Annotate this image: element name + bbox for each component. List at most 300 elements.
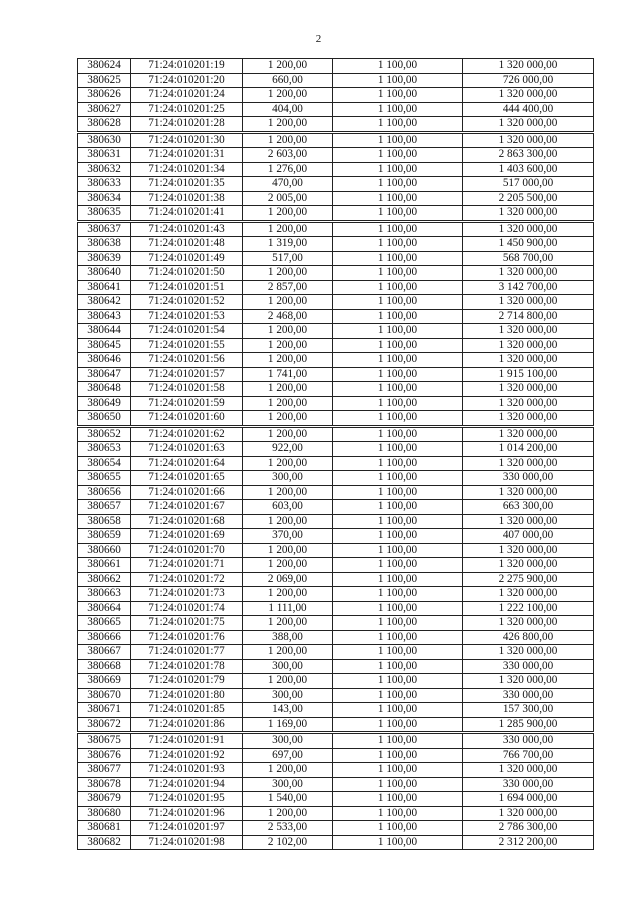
- area-cell: 517,00: [243, 251, 333, 266]
- table-row: [78, 177, 594, 192]
- cadastral-number-cell: 71:24:010201:56: [131, 353, 243, 368]
- table-row: [78, 132, 594, 148]
- cadastral-number-cell: 71:24:010201:34: [131, 162, 243, 177]
- land-plot-table: [77, 58, 594, 850]
- area-cell: 1 540,00: [243, 792, 333, 807]
- table-row: [78, 835, 594, 850]
- cadastral-number-cell: 71:24:010201:74: [131, 601, 243, 616]
- cadastral-number-cell: 71:24:010201:59: [131, 396, 243, 411]
- cadastral-number-cell: 71:24:010201:96: [131, 806, 243, 821]
- table-row: [78, 237, 594, 252]
- cadastral-number-cell: 71:24:010201:73: [131, 587, 243, 602]
- unit-price-cell: 1 100,00: [333, 367, 463, 382]
- row-number-cell: 380650: [78, 411, 131, 427]
- area-cell: 1 200,00: [243, 587, 333, 602]
- area-cell: 1 276,00: [243, 162, 333, 177]
- unit-price-cell: 1 100,00: [333, 659, 463, 674]
- cadastral-number-cell: 71:24:010201:64: [131, 456, 243, 471]
- total-value-cell: 1 320 000,00: [463, 59, 594, 74]
- area-cell: 300,00: [243, 471, 333, 486]
- row-number-cell: 380635: [78, 206, 131, 222]
- area-cell: 1 200,00: [243, 324, 333, 339]
- total-value-cell: 330 000,00: [463, 777, 594, 792]
- area-cell: 660,00: [243, 73, 333, 88]
- cadastral-number-cell: 71:24:010201:49: [131, 251, 243, 266]
- total-value-cell: 1 320 000,00: [463, 485, 594, 500]
- unit-price-cell: 1 100,00: [333, 59, 463, 74]
- total-value-cell: 1 320 000,00: [463, 645, 594, 660]
- unit-price-cell: 1 100,00: [333, 587, 463, 602]
- unit-price-cell: 1 100,00: [333, 835, 463, 850]
- table-row: [78, 396, 594, 411]
- total-value-cell: 1 320 000,00: [463, 426, 594, 442]
- area-cell: 1 200,00: [243, 295, 333, 310]
- cadastral-number-cell: 71:24:010201:60: [131, 411, 243, 427]
- table-row: [78, 338, 594, 353]
- total-value-cell: 2 312 200,00: [463, 835, 594, 850]
- area-cell: 1 200,00: [243, 543, 333, 558]
- row-number-cell: 380664: [78, 601, 131, 616]
- table-row: [78, 645, 594, 660]
- unit-price-cell: 1 100,00: [333, 309, 463, 324]
- unit-price-cell: 1 100,00: [333, 471, 463, 486]
- row-number-cell: 380680: [78, 806, 131, 821]
- unit-price-cell: 1 100,00: [333, 821, 463, 836]
- total-value-cell: 1 222 100,00: [463, 601, 594, 616]
- row-number-cell: 380626: [78, 88, 131, 103]
- unit-price-cell: 1 100,00: [333, 630, 463, 645]
- row-number-cell: 380679: [78, 792, 131, 807]
- unit-price-cell: 1 100,00: [333, 763, 463, 778]
- total-value-cell: 407 000,00: [463, 529, 594, 544]
- table-row: [78, 777, 594, 792]
- row-number-cell: 380639: [78, 251, 131, 266]
- table-row: [78, 353, 594, 368]
- cadastral-number-cell: 71:24:010201:69: [131, 529, 243, 544]
- area-cell: 1 200,00: [243, 117, 333, 133]
- total-value-cell: 1 320 000,00: [463, 456, 594, 471]
- row-number-cell: 380659: [78, 529, 131, 544]
- total-value-cell: 766 700,00: [463, 748, 594, 763]
- row-number-cell: 380627: [78, 102, 131, 117]
- table-row: [78, 616, 594, 631]
- table-row: [78, 251, 594, 266]
- row-number-cell: 380667: [78, 645, 131, 660]
- unit-price-cell: 1 100,00: [333, 543, 463, 558]
- cadastral-number-cell: 71:24:010201:31: [131, 148, 243, 163]
- area-cell: 1 200,00: [243, 221, 333, 237]
- total-value-cell: 2 714 800,00: [463, 309, 594, 324]
- row-number-cell: 380644: [78, 324, 131, 339]
- row-number-cell: 380643: [78, 309, 131, 324]
- total-value-cell: 1 320 000,00: [463, 806, 594, 821]
- cadastral-number-cell: 71:24:010201:94: [131, 777, 243, 792]
- cadastral-number-cell: 71:24:010201:48: [131, 237, 243, 252]
- unit-price-cell: 1 100,00: [333, 396, 463, 411]
- unit-price-cell: 1 100,00: [333, 442, 463, 457]
- unit-price-cell: 1 100,00: [333, 88, 463, 103]
- unit-price-cell: 1 100,00: [333, 777, 463, 792]
- area-cell: 388,00: [243, 630, 333, 645]
- cadastral-number-cell: 71:24:010201:80: [131, 688, 243, 703]
- area-cell: 2 468,00: [243, 309, 333, 324]
- total-value-cell: 1 320 000,00: [463, 382, 594, 397]
- table-row: [78, 543, 594, 558]
- cadastral-number-cell: 71:24:010201:25: [131, 102, 243, 117]
- area-cell: 300,00: [243, 659, 333, 674]
- cadastral-number-cell: 71:24:010201:54: [131, 324, 243, 339]
- cadastral-number-cell: 71:24:010201:85: [131, 703, 243, 718]
- row-number-cell: 380660: [78, 543, 131, 558]
- cadastral-number-cell: 71:24:010201:55: [131, 338, 243, 353]
- cadastral-number-cell: 71:24:010201:75: [131, 616, 243, 631]
- area-cell: 1 111,00: [243, 601, 333, 616]
- unit-price-cell: 1 100,00: [333, 280, 463, 295]
- unit-price-cell: 1 100,00: [333, 792, 463, 807]
- row-number-cell: 380672: [78, 717, 131, 733]
- area-cell: 1 200,00: [243, 382, 333, 397]
- cadastral-number-cell: 71:24:010201:72: [131, 572, 243, 587]
- cadastral-number-cell: 71:24:010201:67: [131, 500, 243, 515]
- total-value-cell: 1 320 000,00: [463, 674, 594, 689]
- total-value-cell: 330 000,00: [463, 688, 594, 703]
- unit-price-cell: 1 100,00: [333, 456, 463, 471]
- table-row: [78, 148, 594, 163]
- table-row: [78, 806, 594, 821]
- row-number-cell: 380624: [78, 59, 131, 74]
- area-cell: 1 200,00: [243, 616, 333, 631]
- unit-price-cell: 1 100,00: [333, 733, 463, 749]
- unit-price-cell: 1 100,00: [333, 500, 463, 515]
- row-number-cell: 380645: [78, 338, 131, 353]
- total-value-cell: 1 320 000,00: [463, 338, 594, 353]
- cadastral-number-cell: 71:24:010201:77: [131, 645, 243, 660]
- row-number-cell: 380665: [78, 616, 131, 631]
- total-value-cell: 330 000,00: [463, 733, 594, 749]
- cadastral-number-cell: 71:24:010201:58: [131, 382, 243, 397]
- area-cell: 1 200,00: [243, 338, 333, 353]
- area-cell: 1 200,00: [243, 806, 333, 821]
- table-row: [78, 206, 594, 222]
- cadastral-number-cell: 71:24:010201:50: [131, 266, 243, 281]
- row-number-cell: 380652: [78, 426, 131, 442]
- total-value-cell: 663 300,00: [463, 500, 594, 515]
- area-cell: 370,00: [243, 529, 333, 544]
- row-number-cell: 380677: [78, 763, 131, 778]
- area-cell: 2 005,00: [243, 191, 333, 206]
- unit-price-cell: 1 100,00: [333, 558, 463, 573]
- area-cell: 2 603,00: [243, 148, 333, 163]
- area-cell: 404,00: [243, 102, 333, 117]
- area-cell: 1 200,00: [243, 514, 333, 529]
- table-row: [78, 821, 594, 836]
- table-row: [78, 763, 594, 778]
- cadastral-number-cell: 71:24:010201:65: [131, 471, 243, 486]
- area-cell: 1 200,00: [243, 266, 333, 281]
- table-row: [78, 367, 594, 382]
- cadastral-number-cell: 71:24:010201:98: [131, 835, 243, 850]
- row-number-cell: 380634: [78, 191, 131, 206]
- cadastral-number-cell: 71:24:010201:30: [131, 132, 243, 148]
- total-value-cell: 1 320 000,00: [463, 353, 594, 368]
- area-cell: 2 533,00: [243, 821, 333, 836]
- cadastral-number-cell: 71:24:010201:71: [131, 558, 243, 573]
- total-value-cell: 1 320 000,00: [463, 221, 594, 237]
- total-value-cell: 568 700,00: [463, 251, 594, 266]
- area-cell: 922,00: [243, 442, 333, 457]
- cadastral-number-cell: 71:24:010201:20: [131, 73, 243, 88]
- row-number-cell: 380646: [78, 353, 131, 368]
- row-number-cell: 380668: [78, 659, 131, 674]
- area-cell: 1 200,00: [243, 88, 333, 103]
- table-row: [78, 471, 594, 486]
- unit-price-cell: 1 100,00: [333, 426, 463, 442]
- total-value-cell: 726 000,00: [463, 73, 594, 88]
- unit-price-cell: 1 100,00: [333, 514, 463, 529]
- total-value-cell: 1 285 900,00: [463, 717, 594, 733]
- table-row: [78, 411, 594, 427]
- row-number-cell: 380641: [78, 280, 131, 295]
- unit-price-cell: 1 100,00: [333, 206, 463, 222]
- total-value-cell: 1 320 000,00: [463, 206, 594, 222]
- table-row: [78, 500, 594, 515]
- area-cell: 1 169,00: [243, 717, 333, 733]
- unit-price-cell: 1 100,00: [333, 221, 463, 237]
- unit-price-cell: 1 100,00: [333, 132, 463, 148]
- area-cell: 1 200,00: [243, 59, 333, 74]
- area-cell: 2 069,00: [243, 572, 333, 587]
- area-cell: 470,00: [243, 177, 333, 192]
- table-row: [78, 688, 594, 703]
- row-number-cell: 380628: [78, 117, 131, 133]
- total-value-cell: 1 450 900,00: [463, 237, 594, 252]
- unit-price-cell: 1 100,00: [333, 688, 463, 703]
- unit-price-cell: 1 100,00: [333, 102, 463, 117]
- cadastral-number-cell: 71:24:010201:38: [131, 191, 243, 206]
- row-number-cell: 380655: [78, 471, 131, 486]
- row-number-cell: 380625: [78, 73, 131, 88]
- table-row: [78, 88, 594, 103]
- table-row: [78, 191, 594, 206]
- table-row: [78, 59, 594, 74]
- area-cell: 1 200,00: [243, 353, 333, 368]
- cadastral-number-cell: 71:24:010201:86: [131, 717, 243, 733]
- unit-price-cell: 1 100,00: [333, 251, 463, 266]
- table-row: [78, 426, 594, 442]
- row-number-cell: 380653: [78, 442, 131, 457]
- unit-price-cell: 1 100,00: [333, 73, 463, 88]
- total-value-cell: 1 320 000,00: [463, 411, 594, 427]
- total-value-cell: 330 000,00: [463, 471, 594, 486]
- cadastral-number-cell: 71:24:010201:91: [131, 733, 243, 749]
- table-row: [78, 442, 594, 457]
- total-value-cell: 1 403 600,00: [463, 162, 594, 177]
- row-number-cell: 380642: [78, 295, 131, 310]
- cadastral-number-cell: 71:24:010201:52: [131, 295, 243, 310]
- row-number-cell: 380638: [78, 237, 131, 252]
- cadastral-number-cell: 71:24:010201:79: [131, 674, 243, 689]
- cadastral-number-cell: 71:24:010201:97: [131, 821, 243, 836]
- row-number-cell: 380662: [78, 572, 131, 587]
- row-number-cell: 380681: [78, 821, 131, 836]
- row-number-cell: 380637: [78, 221, 131, 237]
- unit-price-cell: 1 100,00: [333, 601, 463, 616]
- row-number-cell: 380648: [78, 382, 131, 397]
- table-row: [78, 162, 594, 177]
- area-cell: 1 200,00: [243, 411, 333, 427]
- cadastral-number-cell: 71:24:010201:63: [131, 442, 243, 457]
- total-value-cell: 2 786 300,00: [463, 821, 594, 836]
- cadastral-number-cell: 71:24:010201:53: [131, 309, 243, 324]
- total-value-cell: 1 320 000,00: [463, 616, 594, 631]
- area-cell: 1 741,00: [243, 367, 333, 382]
- table-row: [78, 514, 594, 529]
- total-value-cell: 3 142 700,00: [463, 280, 594, 295]
- total-value-cell: 1 320 000,00: [463, 266, 594, 281]
- total-value-cell: 1 320 000,00: [463, 763, 594, 778]
- row-number-cell: 380656: [78, 485, 131, 500]
- row-number-cell: 380675: [78, 733, 131, 749]
- unit-price-cell: 1 100,00: [333, 148, 463, 163]
- area-cell: 1 200,00: [243, 456, 333, 471]
- total-value-cell: 2 275 900,00: [463, 572, 594, 587]
- table-row: [78, 221, 594, 237]
- area-cell: 143,00: [243, 703, 333, 718]
- total-value-cell: 1 320 000,00: [463, 295, 594, 310]
- cadastral-number-cell: 71:24:010201:51: [131, 280, 243, 295]
- table-row: [78, 572, 594, 587]
- unit-price-cell: 1 100,00: [333, 177, 463, 192]
- area-cell: 1 319,00: [243, 237, 333, 252]
- table-row: [78, 324, 594, 339]
- unit-price-cell: 1 100,00: [333, 117, 463, 133]
- table-row: [78, 558, 594, 573]
- table-row: [78, 587, 594, 602]
- area-cell: 300,00: [243, 733, 333, 749]
- table-row: [78, 630, 594, 645]
- row-number-cell: 380657: [78, 500, 131, 515]
- table-body: [78, 59, 594, 850]
- area-cell: 1 200,00: [243, 558, 333, 573]
- row-number-cell: 380633: [78, 177, 131, 192]
- cadastral-number-cell: 71:24:010201:28: [131, 117, 243, 133]
- area-cell: 2 102,00: [243, 835, 333, 850]
- total-value-cell: 1 320 000,00: [463, 88, 594, 103]
- area-cell: 1 200,00: [243, 763, 333, 778]
- unit-price-cell: 1 100,00: [333, 485, 463, 500]
- total-value-cell: 1 320 000,00: [463, 587, 594, 602]
- row-number-cell: 380654: [78, 456, 131, 471]
- unit-price-cell: 1 100,00: [333, 616, 463, 631]
- row-number-cell: 380666: [78, 630, 131, 645]
- unit-price-cell: 1 100,00: [333, 748, 463, 763]
- table-row: [78, 117, 594, 133]
- cadastral-number-cell: 71:24:010201:35: [131, 177, 243, 192]
- table-row: [78, 485, 594, 500]
- area-cell: 1 200,00: [243, 645, 333, 660]
- row-number-cell: 380640: [78, 266, 131, 281]
- area-cell: 1 200,00: [243, 132, 333, 148]
- row-number-cell: 380669: [78, 674, 131, 689]
- row-number-cell: 380632: [78, 162, 131, 177]
- area-cell: 1 200,00: [243, 396, 333, 411]
- unit-price-cell: 1 100,00: [333, 674, 463, 689]
- cadastral-number-cell: 71:24:010201:19: [131, 59, 243, 74]
- unit-price-cell: 1 100,00: [333, 382, 463, 397]
- cadastral-number-cell: 71:24:010201:70: [131, 543, 243, 558]
- unit-price-cell: 1 100,00: [333, 324, 463, 339]
- unit-price-cell: 1 100,00: [333, 237, 463, 252]
- unit-price-cell: 1 100,00: [333, 191, 463, 206]
- table-row: [78, 748, 594, 763]
- table-row: [78, 717, 594, 733]
- row-number-cell: 380647: [78, 367, 131, 382]
- row-number-cell: 380670: [78, 688, 131, 703]
- table-row: [78, 703, 594, 718]
- area-cell: 300,00: [243, 777, 333, 792]
- table-row: [78, 792, 594, 807]
- area-cell: 1 200,00: [243, 485, 333, 500]
- table-row: [78, 733, 594, 749]
- unit-price-cell: 1 100,00: [333, 572, 463, 587]
- unit-price-cell: 1 100,00: [333, 411, 463, 427]
- cadastral-number-cell: 71:24:010201:43: [131, 221, 243, 237]
- total-value-cell: 1 320 000,00: [463, 543, 594, 558]
- row-number-cell: 380631: [78, 148, 131, 163]
- total-value-cell: 1 320 000,00: [463, 324, 594, 339]
- cadastral-number-cell: 71:24:010201:78: [131, 659, 243, 674]
- unit-price-cell: 1 100,00: [333, 338, 463, 353]
- unit-price-cell: 1 100,00: [333, 645, 463, 660]
- total-value-cell: 1 014 200,00: [463, 442, 594, 457]
- table-row: [78, 73, 594, 88]
- area-cell: 1 200,00: [243, 206, 333, 222]
- row-number-cell: 380671: [78, 703, 131, 718]
- row-number-cell: 380661: [78, 558, 131, 573]
- table-row: [78, 659, 594, 674]
- total-value-cell: 1 320 000,00: [463, 132, 594, 148]
- unit-price-cell: 1 100,00: [333, 162, 463, 177]
- area-cell: 697,00: [243, 748, 333, 763]
- total-value-cell: 2 205 500,00: [463, 191, 594, 206]
- row-number-cell: 380658: [78, 514, 131, 529]
- unit-price-cell: 1 100,00: [333, 806, 463, 821]
- table-row: [78, 382, 594, 397]
- total-value-cell: 517 000,00: [463, 177, 594, 192]
- cadastral-number-cell: 71:24:010201:66: [131, 485, 243, 500]
- row-number-cell: 380682: [78, 835, 131, 850]
- table-row: [78, 601, 594, 616]
- unit-price-cell: 1 100,00: [333, 266, 463, 281]
- table-row: [78, 280, 594, 295]
- table-row: [78, 266, 594, 281]
- total-value-cell: 1 694 000,00: [463, 792, 594, 807]
- cadastral-number-cell: 71:24:010201:95: [131, 792, 243, 807]
- area-cell: 1 200,00: [243, 426, 333, 442]
- cadastral-number-cell: 71:24:010201:41: [131, 206, 243, 222]
- total-value-cell: 1 320 000,00: [463, 396, 594, 411]
- cadastral-number-cell: 71:24:010201:24: [131, 88, 243, 103]
- total-value-cell: 330 000,00: [463, 659, 594, 674]
- cadastral-number-cell: 71:24:010201:93: [131, 763, 243, 778]
- unit-price-cell: 1 100,00: [333, 717, 463, 733]
- area-cell: 603,00: [243, 500, 333, 515]
- table-row: [78, 295, 594, 310]
- table-row: [78, 529, 594, 544]
- page-number: 2: [315, 33, 322, 45]
- row-number-cell: 380678: [78, 777, 131, 792]
- area-cell: 300,00: [243, 688, 333, 703]
